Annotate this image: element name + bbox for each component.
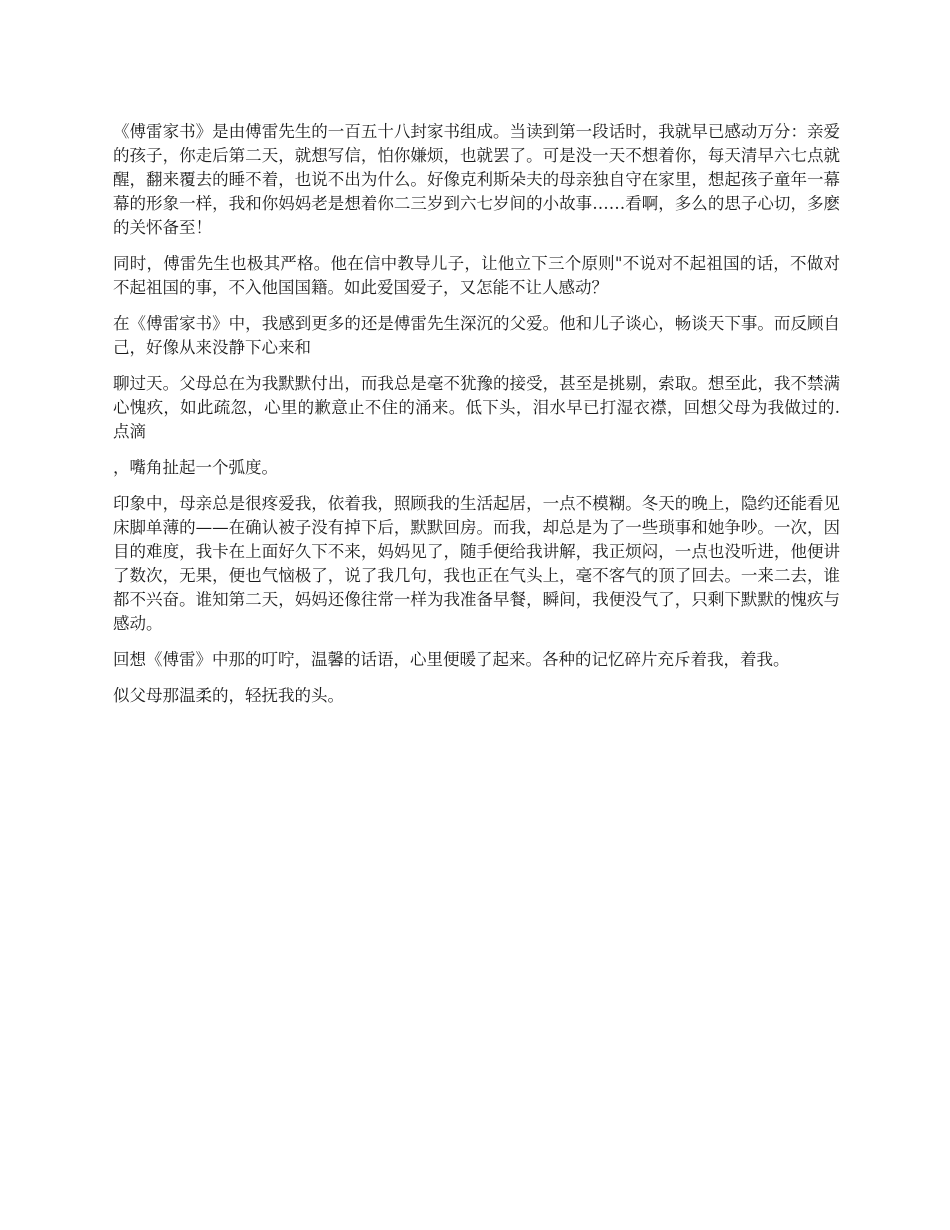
paragraph-7: 回想《傅雷》中那的叮咛，温馨的话语，心里便暖了起来。各种的记忆碎片充斥着我，着我。 [113,650,790,669]
document-body [113,120,840,720]
paragraph-2: 同时，傅雷先生也极其严格。他在信中教导儿子，让他立下三个原则"不说对不起祖国的话，不做对不起祖国的事，不入他国国籍。如此爱国爱子，又怎能不让人感动？ [113,254,840,297]
paragraph-8: 似父母那温柔的，轻抚我的头。 [113,686,344,705]
paragraph-6: 印象中，母亲总是很疼爱我，依着我，照顾我的生活起居，一点不模糊。冬天的晚上，隐约还能看见床脚单薄的——在确认被子没有掉下后，默默回房。而我，却总是为了一些琐事和她争吵。一次，因目的难度，我卡在上面好久下不来，妈妈见了，随手便给我讲解，我正烦闷，一点也没听进，他便讲了数次，无果，便也气恼极了，说了我几句，我也正在气头上，毫不客气的顶了回去。一来二去，谁都不兴奋。谁知第二天，妈妈还像往常一样为我准备早餐，瞬间，我便没气了，只剩下默默的愧疚与感动。 [113,494,840,633]
paragraph-1: 《傅雷家书》是由傅雷先生的一百五十八封家书组成。当读到第一段话时，我就早已感动万分：亲爱的孩子，你走后第二天，就想写信，怕你嫌烦，也就罢了。可是没一天不想着你，每天清早六七点就醒，翻来覆去的睡不着，也说不出为什么。好像克利斯朵夫的母亲独自守在家里，想起孩子童年一幕幕的形象一样，我和你妈妈老是想着你二三岁到六七岁间的小故事……看啊，多么的思子心切，多麽的关怀备至！ [113,122,840,237]
paragraph-4: 聊过天。父母总在为我默默付出，而我总是毫不犹豫的接受，甚至是挑剔，索取。想至此，我不禁满心愧疚，如此疏忽，心里的歉意止不住的涌来。低下头，泪水早已打湿衣襟，回想父母为我做过的.点滴 [113,374,840,441]
paragraph-3: 在《傅雷家书》中，我感到更多的还是傅雷先生深沉的父爱。他和儿子谈心，畅谈天下事。而反顾自己，好像从来没静下心来和 [113,314,840,357]
paragraph-5: ，嘴角扯起一个弧度。 [113,458,278,477]
